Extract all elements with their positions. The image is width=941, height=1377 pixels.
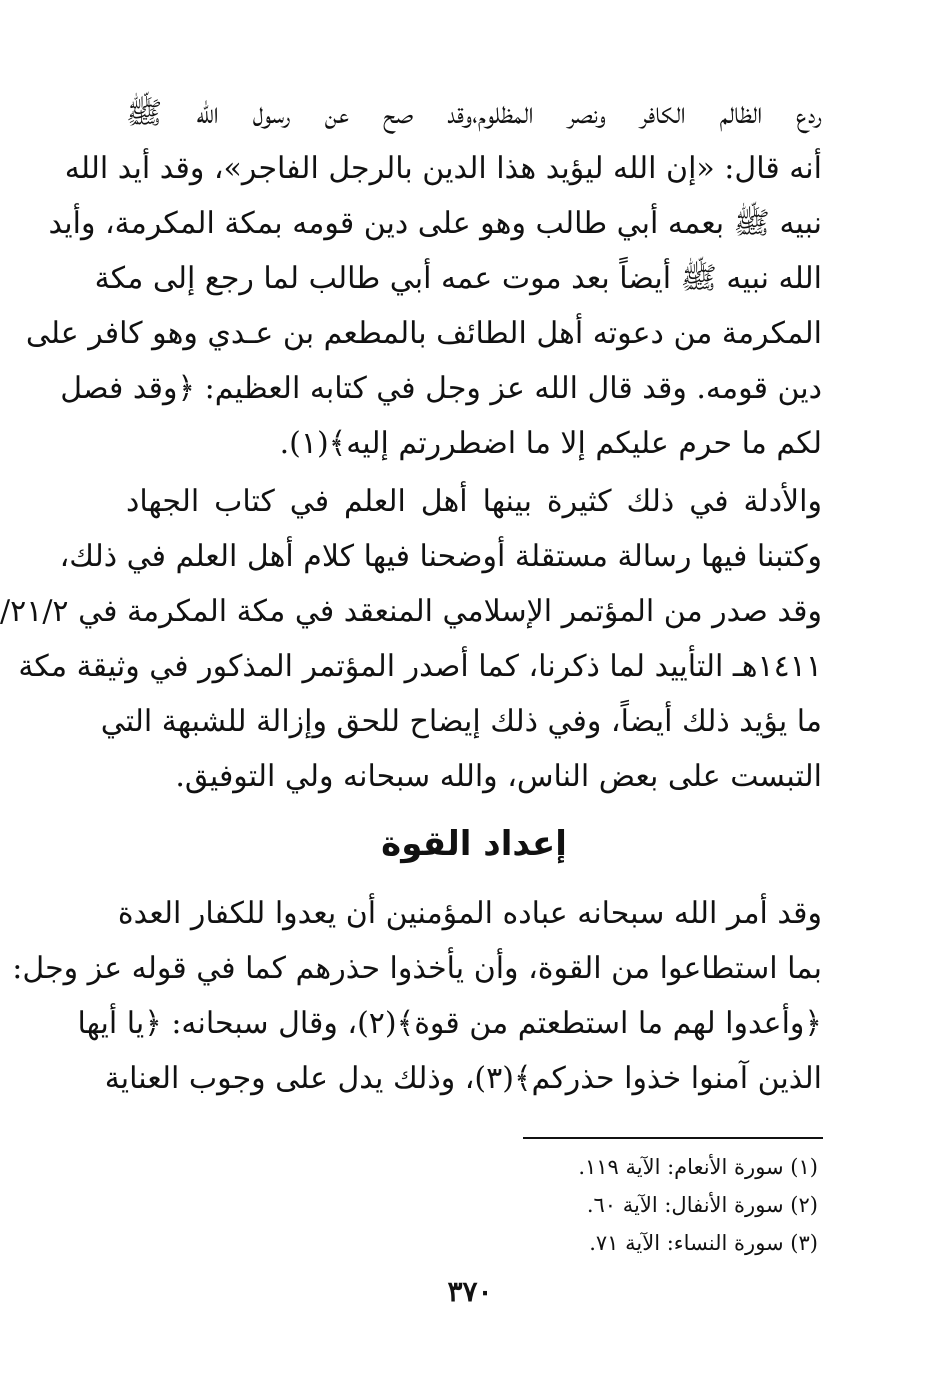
text-line: أنه قال: «إن الله ليؤيد هذا الدين بالرجل الفاجر»، وقد أيد الله <box>64 151 822 186</box>
text-line: وقد أمر الله سبحانه عباده المؤمنين أن يعدوا للكفار العدة <box>117 896 822 931</box>
section-heading: إعداد القوة <box>381 824 567 864</box>
footnote: (١) سورة الأنعام: الآية ١١٩. <box>578 1155 818 1179</box>
footnote-divider <box>523 1137 823 1139</box>
text-line: والأدلة في ذلك كثيرة بينها أهل العلم في كتاب الجهاد <box>126 484 822 519</box>
footnotes <box>400 1148 818 1262</box>
text-line: وقد صدر من المؤتمر الإسلامي المنعقد في مكة المكرمة في ٢١/٢/ <box>0 594 822 629</box>
text-line: ﴿وأعدوا لهم ما استطعتم من قوة﴾(٢)، وقال سبحانه: ﴿يا أيها <box>77 1006 822 1041</box>
text-line: الله نبيه ﷺ أيضاً بعد موت عمه أبي طالب لما رجع إلى مكة <box>94 261 822 296</box>
text-line: وكتبنا فيها رسالة مستقلة أوضحنا فيها كلام أهل العلم في ذلك، <box>59 539 822 574</box>
text-line: الذين آمنوا خذوا حذركم﴾(٣)، وذلك يدل على وجوب العناية <box>104 1061 822 1096</box>
text-line: نبيه ﷺ بعمه أبي طالب وهو على دين قومه بمكة المكرمة، وأيد <box>48 206 822 241</box>
text-line: ردع الظالم الكافر ونصر المظلوم،وقد صح عن رسول الله ﷺ <box>126 96 822 131</box>
paragraph-3 <box>12 886 822 1106</box>
text-line: بما استطاعوا من القوة، وأن يأخذوا حذرهم كما في قوله عز وجل: <box>12 951 822 986</box>
text-line: دين قومه. وقد قال الله عز وجل في كتابه العظيم: ﴿وقد فصل <box>60 371 822 406</box>
footnote: (٢) سورة الأنفال: الآية ٦٠. <box>586 1193 818 1217</box>
text-line: لكم ما حرم عليكم إلا ما اضطررتم إليه﴾(١). <box>279 426 822 461</box>
footnote: (٣) سورة النساء: الآية ٧١. <box>589 1231 818 1255</box>
text-line: ١٤١١هـ التأييد لما ذكرنا، كما أصدر المؤتمر المذكور في وثيقة مكة <box>18 649 822 684</box>
paragraph-1 <box>25 86 822 471</box>
text-line: التبست على بعض الناس، والله سبحانه ولي التوفيق. <box>175 759 822 794</box>
text-line: ما يؤيد ذلك أيضاً، وفي ذلك إيضاح للحق وإزالة للشبهة التي <box>100 704 822 739</box>
page-number: ٣٧٠ <box>447 1275 493 1308</box>
text-line: المكرمة من دعوته أهل الطائف بالمطعم بن عـدي وهو كافر على <box>25 316 822 351</box>
paragraph-2 <box>0 474 822 804</box>
